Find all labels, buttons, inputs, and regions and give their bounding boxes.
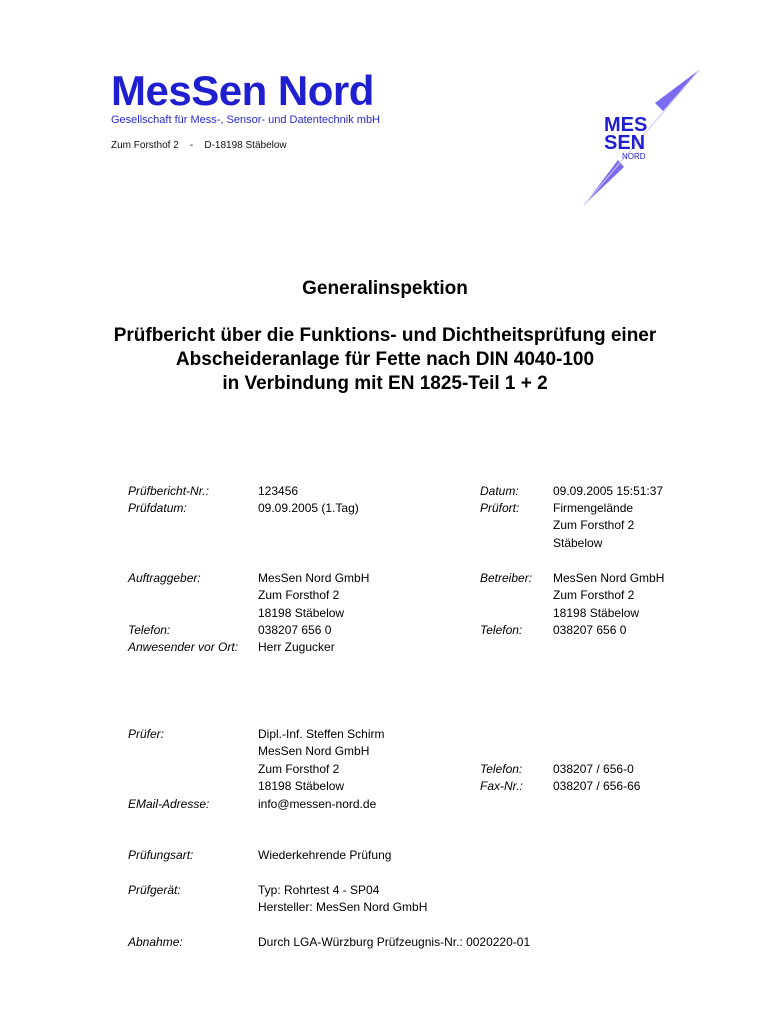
email-value: info@messen-nord.de — [258, 797, 377, 811]
acceptance-label: Abnahme: — [128, 935, 183, 949]
test-place-line: Stäbelow — [553, 535, 603, 550]
test-date-value: 09.09.2005 (1.Tag) — [258, 501, 359, 515]
test-device-line: Typ: Rohrtest 4 - SP04 — [258, 883, 380, 897]
client-phone-label: Telefon: — [128, 623, 171, 637]
test-place-value — [553, 500, 634, 552]
company-name: MesSen Nord — [111, 67, 374, 114]
client-address — [258, 570, 369, 622]
test-device-line: Hersteller: MesSen Nord GmbH — [258, 900, 428, 915]
client-line: MesSen Nord GmbH — [258, 571, 370, 585]
present-person-value: Herr Zugucker — [258, 640, 335, 654]
operator-phone-value: 038207 656 0 — [553, 623, 627, 637]
inspector-line: Zum Forsthof 2 — [258, 761, 340, 776]
report-number-value: 123456 — [258, 484, 299, 498]
operator-label: Betreiber: — [480, 571, 533, 585]
operator-line: 18198 Stäbelow — [553, 605, 640, 620]
operator-line: Zum Forsthof 2 — [553, 588, 635, 603]
test-type-label: Prüfungsart: — [128, 848, 194, 862]
subtitle-line-2: Abscheideranlage für Fette nach DIN 4040-100 — [175, 349, 595, 370]
inspector-phone-label: Telefon: — [480, 762, 523, 776]
logo-text-mes: MES — [604, 114, 648, 136]
test-device-label: Prüfgerät: — [128, 883, 181, 897]
subtitle-line-1: Prüfbericht über die Funktions- und Dichtheitsprüfung einer — [113, 325, 657, 346]
fax-label: Fax-Nr.: — [480, 779, 523, 793]
inspector-label: Prüfer: — [128, 727, 165, 741]
logo-text-sen: SEN — [604, 132, 646, 154]
test-device-value — [258, 882, 427, 917]
logo-arrow-upper — [655, 70, 699, 111]
inspector-address — [258, 726, 385, 796]
operator-phone-label: Telefon: — [480, 623, 523, 637]
fax-value: 038207 / 656-66 — [553, 779, 641, 793]
client-label: Auftraggeber: — [128, 571, 201, 585]
messen-nord-logo — [560, 65, 705, 210]
test-place-label: Prüfort: — [480, 501, 520, 515]
operator-address — [553, 570, 664, 622]
present-person-label: Anwesender vor Ort: — [128, 640, 239, 654]
test-place-line: Zum Forsthof 2 — [553, 518, 635, 533]
document-subtitle — [0, 324, 770, 396]
inspector-phone-value: 038207 / 656-0 — [553, 762, 634, 776]
datum-label: Datum: — [480, 484, 519, 498]
client-phone-value: 038207 656 0 — [258, 623, 332, 637]
company-subtitle: Gesellschaft für Mess-, Sensor- und Datentechnik mbH — [111, 114, 381, 126]
inspector-line: MesSen Nord GmbH — [258, 744, 370, 759]
logo-text-nord: NORD — [622, 152, 646, 161]
test-type-value: Wiederkehrende Prüfung — [258, 848, 392, 862]
acceptance-value: Durch LGA-Würzburg Prüfzeugnis-Nr.: 0020220-01 — [258, 935, 531, 949]
inspector-line: 18198 Stäbelow — [258, 779, 345, 794]
operator-line: MesSen Nord GmbH — [553, 571, 665, 585]
company-address: Zum Forsthof 2 - D-18198 Stäbelow — [111, 140, 287, 151]
subtitle-line-3: in Verbindung mit EN 1825-Teil 1 + 2 — [222, 373, 548, 394]
document-title: Generalinspektion — [302, 278, 468, 299]
email-label: EMail-Adresse: — [128, 797, 210, 811]
client-line: Zum Forsthof 2 — [258, 588, 340, 603]
report-number-label: Prüfbericht-Nr.: — [128, 484, 209, 498]
client-line: 18198 Stäbelow — [258, 605, 345, 620]
test-place-line: Firmengelände — [553, 501, 634, 515]
test-date-label: Prüfdatum: — [128, 501, 187, 515]
inspector-line: Dipl.-Inf. Steffen Schirm — [258, 727, 385, 741]
datum-value: 09.09.2005 15:51:37 — [553, 484, 664, 498]
